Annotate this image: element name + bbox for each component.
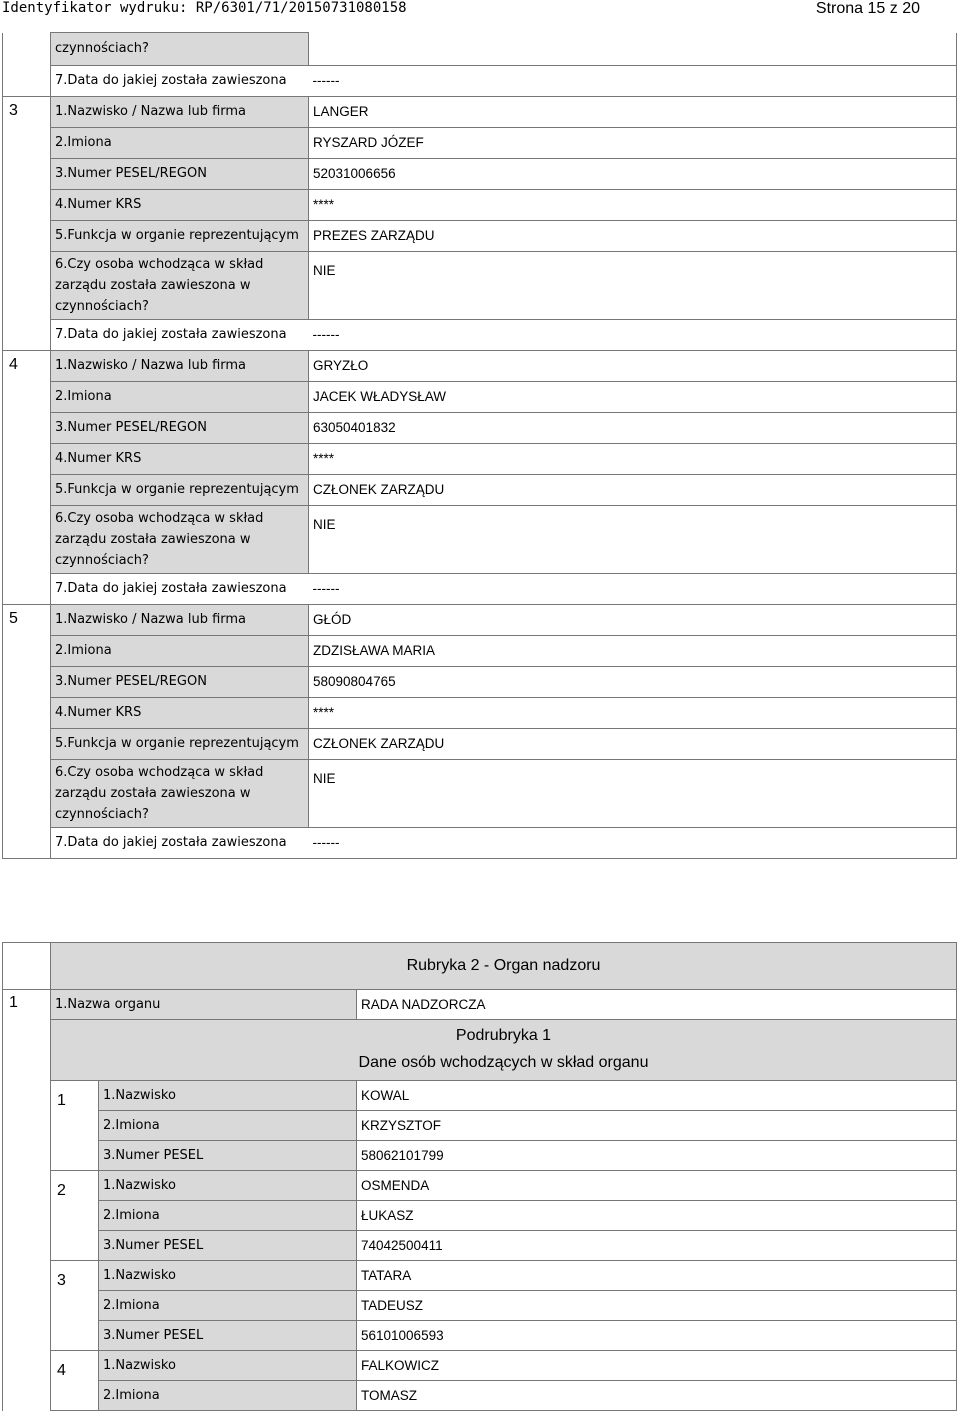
field-value: GŁÓD	[309, 605, 957, 636]
table-row	[3, 444, 957, 475]
field-label: 2.Imiona	[51, 382, 309, 413]
field-value: ------	[309, 574, 957, 605]
member-field-value: TADEUSZ	[357, 1291, 957, 1321]
table-row	[3, 128, 957, 159]
table-row	[3, 1201, 957, 1231]
field-label: 5.Funkcja w organie reprezentującym	[51, 475, 309, 506]
member-field-label: 1.Nazwisko	[99, 1261, 357, 1291]
member-field-value: 58062101799	[357, 1141, 957, 1171]
member-field-value: 74042500411	[357, 1231, 957, 1261]
field-label: 1.Nazwisko / Nazwa lub firma	[51, 605, 309, 636]
page-number: Strona 15 z 20	[815, 0, 920, 17]
field-value: ------	[309, 320, 957, 351]
table-row	[3, 1381, 957, 1411]
field-label: 7.Data do jakiej została zawieszona	[51, 66, 309, 97]
field-label: 4.Numer KRS	[51, 444, 309, 475]
table-row	[3, 574, 957, 605]
field-value: 52031006656	[309, 159, 957, 190]
entry-number: 4	[3, 351, 51, 605]
field-label: 1.Nazwa organu	[51, 990, 357, 1020]
field-label: czynnościach?	[51, 33, 309, 66]
field-label: 4.Numer KRS	[51, 190, 309, 221]
field-label: 1.Nazwisko / Nazwa lub firma	[51, 97, 309, 128]
member-field-value: KRZYSZTOF	[357, 1111, 957, 1141]
field-value: RADA NADZORCZA	[357, 990, 957, 1020]
member-field-value: OSMENDA	[357, 1171, 957, 1201]
member-field-value: TATARA	[357, 1261, 957, 1291]
entry-number: 3	[3, 97, 51, 351]
field-label: 7.Data do jakiej została zawieszona	[51, 574, 309, 605]
field-label: 4.Numer KRS	[51, 698, 309, 729]
member-number: 3	[51, 1261, 99, 1351]
field-value: CZŁONEK ZARZĄDU	[309, 729, 957, 760]
table-row	[3, 320, 957, 351]
management-board-table	[2, 32, 957, 859]
field-label: 7.Data do jakiej została zawieszona	[51, 320, 309, 351]
table-row	[3, 1020, 957, 1081]
field-value: GRYZŁO	[309, 351, 957, 382]
section-title: Rubryka 2 - Organ nadzoru	[51, 943, 957, 990]
table-row	[3, 698, 957, 729]
table-row	[3, 667, 957, 698]
member-number: 4	[51, 1351, 99, 1411]
member-field-value: TOMASZ	[357, 1381, 957, 1411]
table-row	[3, 1321, 957, 1351]
table-row	[3, 506, 957, 574]
field-label: 3.Numer PESEL/REGON	[51, 159, 309, 190]
field-value: CZŁONEK ZARZĄDU	[309, 475, 957, 506]
field-label: 6.Czy osoba wchodząca w skład zarządu została zawieszona w czynnościach?	[51, 760, 309, 828]
field-value: ------	[309, 828, 957, 859]
page-header	[0, 0, 960, 22]
field-value: NIE	[309, 760, 957, 828]
table-row	[3, 1111, 957, 1141]
field-value: RYSZARD JÓZEF	[309, 128, 957, 159]
table-row	[3, 1141, 957, 1171]
table-row	[3, 252, 957, 320]
member-field-label: 3.Numer PESEL	[99, 1141, 357, 1171]
table-row	[3, 943, 957, 990]
field-label: 2.Imiona	[51, 128, 309, 159]
member-field-label: 1.Nazwisko	[99, 1081, 357, 1111]
member-field-label: 3.Numer PESEL	[99, 1321, 357, 1351]
table-row	[3, 729, 957, 760]
field-value: ****	[309, 190, 957, 221]
table-row	[3, 1171, 957, 1201]
member-field-value: 56101006593	[357, 1321, 957, 1351]
member-field-label: 2.Imiona	[99, 1381, 357, 1411]
table-row	[3, 351, 957, 382]
field-label: 6.Czy osoba wchodząca w skład zarządu została zawieszona w czynnościach?	[51, 252, 309, 320]
field-label: 3.Numer PESEL/REGON	[51, 413, 309, 444]
table-row	[3, 1081, 957, 1111]
table-row	[3, 636, 957, 667]
field-label: 3.Numer PESEL/REGON	[51, 667, 309, 698]
table-row	[3, 1261, 957, 1291]
table-row	[3, 475, 957, 506]
member-field-value: FALKOWICZ	[357, 1351, 957, 1381]
subsection-title	[51, 1020, 957, 1081]
field-label: 6.Czy osoba wchodząca w skład zarządu została zawieszona w czynnościach?	[51, 506, 309, 574]
print-identifier: Identyfikator wydruku: RP/6301/71/20150731080158	[2, 0, 407, 16]
member-field-value: ŁUKASZ	[357, 1201, 957, 1231]
field-value: ZDZISŁAWA MARIA	[309, 636, 957, 667]
field-value: ------	[309, 66, 957, 97]
subsection-title-line2: Dane osób wchodzących w skład organu	[358, 1054, 649, 1071]
field-label: 7.Data do jakiej została zawieszona	[51, 828, 309, 859]
supervisory-board-table	[2, 942, 957, 1411]
table-row	[3, 605, 957, 636]
table-row	[3, 413, 957, 444]
field-value: 63050401832	[309, 413, 957, 444]
table-row	[3, 66, 957, 97]
table-row	[3, 1351, 957, 1381]
field-label: 1.Nazwisko / Nazwa lub firma	[51, 351, 309, 382]
field-value: ****	[309, 698, 957, 729]
entry-number: 1	[3, 990, 51, 1020]
member-field-label: 1.Nazwisko	[99, 1171, 357, 1201]
field-label: 2.Imiona	[51, 636, 309, 667]
field-value: NIE	[309, 506, 957, 574]
field-value: JACEK WŁADYSŁAW	[309, 382, 957, 413]
table-row	[3, 190, 957, 221]
member-field-label: 1.Nazwisko	[99, 1351, 357, 1381]
table-row	[3, 159, 957, 190]
member-field-label: 2.Imiona	[99, 1201, 357, 1231]
member-field-label: 2.Imiona	[99, 1291, 357, 1321]
field-value: NIE	[309, 252, 957, 320]
entry-number: 5	[3, 605, 51, 859]
table-row	[3, 97, 957, 128]
field-label: 5.Funkcja w organie reprezentującym	[51, 221, 309, 252]
table-row	[3, 828, 957, 859]
field-label: 5.Funkcja w organie reprezentującym	[51, 729, 309, 760]
member-field-value: KOWAL	[357, 1081, 957, 1111]
field-value: PREZES ZARZĄDU	[309, 221, 957, 252]
field-value: 58090804765	[309, 667, 957, 698]
table-row	[3, 1231, 957, 1261]
table-row	[3, 221, 957, 252]
member-field-label: 3.Numer PESEL	[99, 1231, 357, 1261]
member-number: 2	[51, 1171, 99, 1261]
table-row	[3, 1291, 957, 1321]
table-row	[3, 382, 957, 413]
member-number: 1	[51, 1081, 99, 1171]
member-field-label: 2.Imiona	[99, 1111, 357, 1141]
field-value: LANGER	[309, 97, 957, 128]
table-row	[3, 760, 957, 828]
subsection-title-line1: Podrubryka 1	[455, 1027, 552, 1044]
table-row	[3, 990, 957, 1020]
field-value: ****	[309, 444, 957, 475]
table-row	[3, 33, 957, 66]
